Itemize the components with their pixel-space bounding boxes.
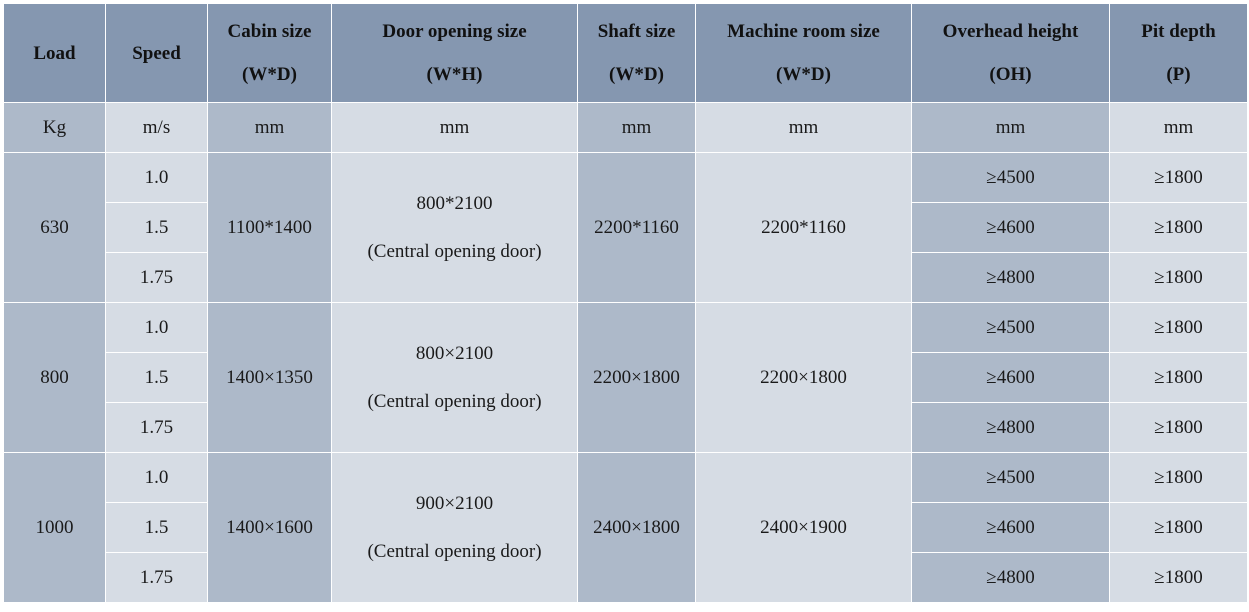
header-speed: Speed	[106, 4, 208, 103]
overhead-cell: ≥4600	[912, 203, 1110, 253]
pit-depth-cell: ≥1800	[1110, 453, 1248, 503]
cabin-size-cell: 1400×1350	[208, 303, 332, 453]
overhead-cell: ≥4500	[912, 153, 1110, 203]
unit-machine-room: mm	[696, 103, 912, 153]
overhead-cell: ≥4500	[912, 303, 1110, 353]
header-shaft-size: Shaft size (W*D)	[578, 4, 696, 103]
speed-cell: 1.75	[106, 553, 208, 603]
unit-door: mm	[332, 103, 578, 153]
pit-depth-cell: ≥1800	[1110, 153, 1248, 203]
speed-cell: 1.0	[106, 153, 208, 203]
table-row	[4, 453, 1248, 503]
shaft-size-cell: 2200*1160	[578, 153, 696, 303]
cabin-size-cell: 1100*1400	[208, 153, 332, 303]
machine-room-cell: 2200×1800	[696, 303, 912, 453]
table-row	[4, 303, 1248, 353]
cabin-size-cell: 1400×1600	[208, 453, 332, 603]
header-row	[4, 4, 1248, 103]
header-cabin-size: Cabin size (W*D)	[208, 4, 332, 103]
shaft-size-cell: 2400×1800	[578, 453, 696, 603]
load-cell: 630	[4, 153, 106, 303]
pit-depth-cell: ≥1800	[1110, 503, 1248, 553]
overhead-cell: ≥4800	[912, 253, 1110, 303]
door-size-value: 900×2100	[415, 492, 494, 514]
overhead-cell: ≥4800	[912, 553, 1110, 603]
door-size-value: 800×2100	[415, 342, 494, 364]
door-opening-cell	[332, 453, 578, 603]
unit-overhead: mm	[912, 103, 1110, 153]
speed-cell: 1.5	[106, 503, 208, 553]
header-door-opening-size: Door opening size (W*H)	[332, 4, 578, 103]
door-opening-cell	[332, 303, 578, 453]
header-overhead-height: Overhead height (OH)	[912, 4, 1110, 103]
header-pit-depth: Pit depth (P)	[1110, 4, 1248, 103]
overhead-cell: ≥4500	[912, 453, 1110, 503]
pit-depth-cell: ≥1800	[1110, 203, 1248, 253]
door-type-value: (Central opening door)	[367, 390, 542, 412]
pit-depth-cell: ≥1800	[1110, 553, 1248, 603]
header-machine-room-size: Machine room size (W*D)	[696, 4, 912, 103]
header-load: Load	[4, 4, 106, 103]
elevator-spec-table	[3, 3, 1248, 603]
machine-room-cell: 2200*1160	[696, 153, 912, 303]
speed-cell: 1.0	[106, 453, 208, 503]
pit-depth-cell: ≥1800	[1110, 403, 1248, 453]
overhead-cell: ≥4600	[912, 353, 1110, 403]
speed-cell: 1.5	[106, 203, 208, 253]
load-cell: 800	[4, 303, 106, 453]
door-size-value: 800*2100	[416, 192, 493, 214]
door-type-value: (Central opening door)	[367, 240, 542, 262]
speed-cell: 1.75	[106, 253, 208, 303]
shaft-size-cell: 2200×1800	[578, 303, 696, 453]
pit-depth-cell: ≥1800	[1110, 353, 1248, 403]
unit-row	[4, 103, 1248, 153]
speed-cell: 1.75	[106, 403, 208, 453]
unit-speed: m/s	[106, 103, 208, 153]
pit-depth-cell: ≥1800	[1110, 253, 1248, 303]
unit-shaft: mm	[578, 103, 696, 153]
speed-cell: 1.5	[106, 353, 208, 403]
unit-pit: mm	[1110, 103, 1248, 153]
table-row	[4, 153, 1248, 203]
overhead-cell: ≥4800	[912, 403, 1110, 453]
unit-cabin: mm	[208, 103, 332, 153]
door-opening-cell	[332, 153, 578, 303]
speed-cell: 1.0	[106, 303, 208, 353]
unit-load: Kg	[4, 103, 106, 153]
door-type-value: (Central opening door)	[367, 540, 542, 562]
load-cell: 1000	[4, 453, 106, 603]
overhead-cell: ≥4600	[912, 503, 1110, 553]
pit-depth-cell: ≥1800	[1110, 303, 1248, 353]
machine-room-cell: 2400×1900	[696, 453, 912, 603]
